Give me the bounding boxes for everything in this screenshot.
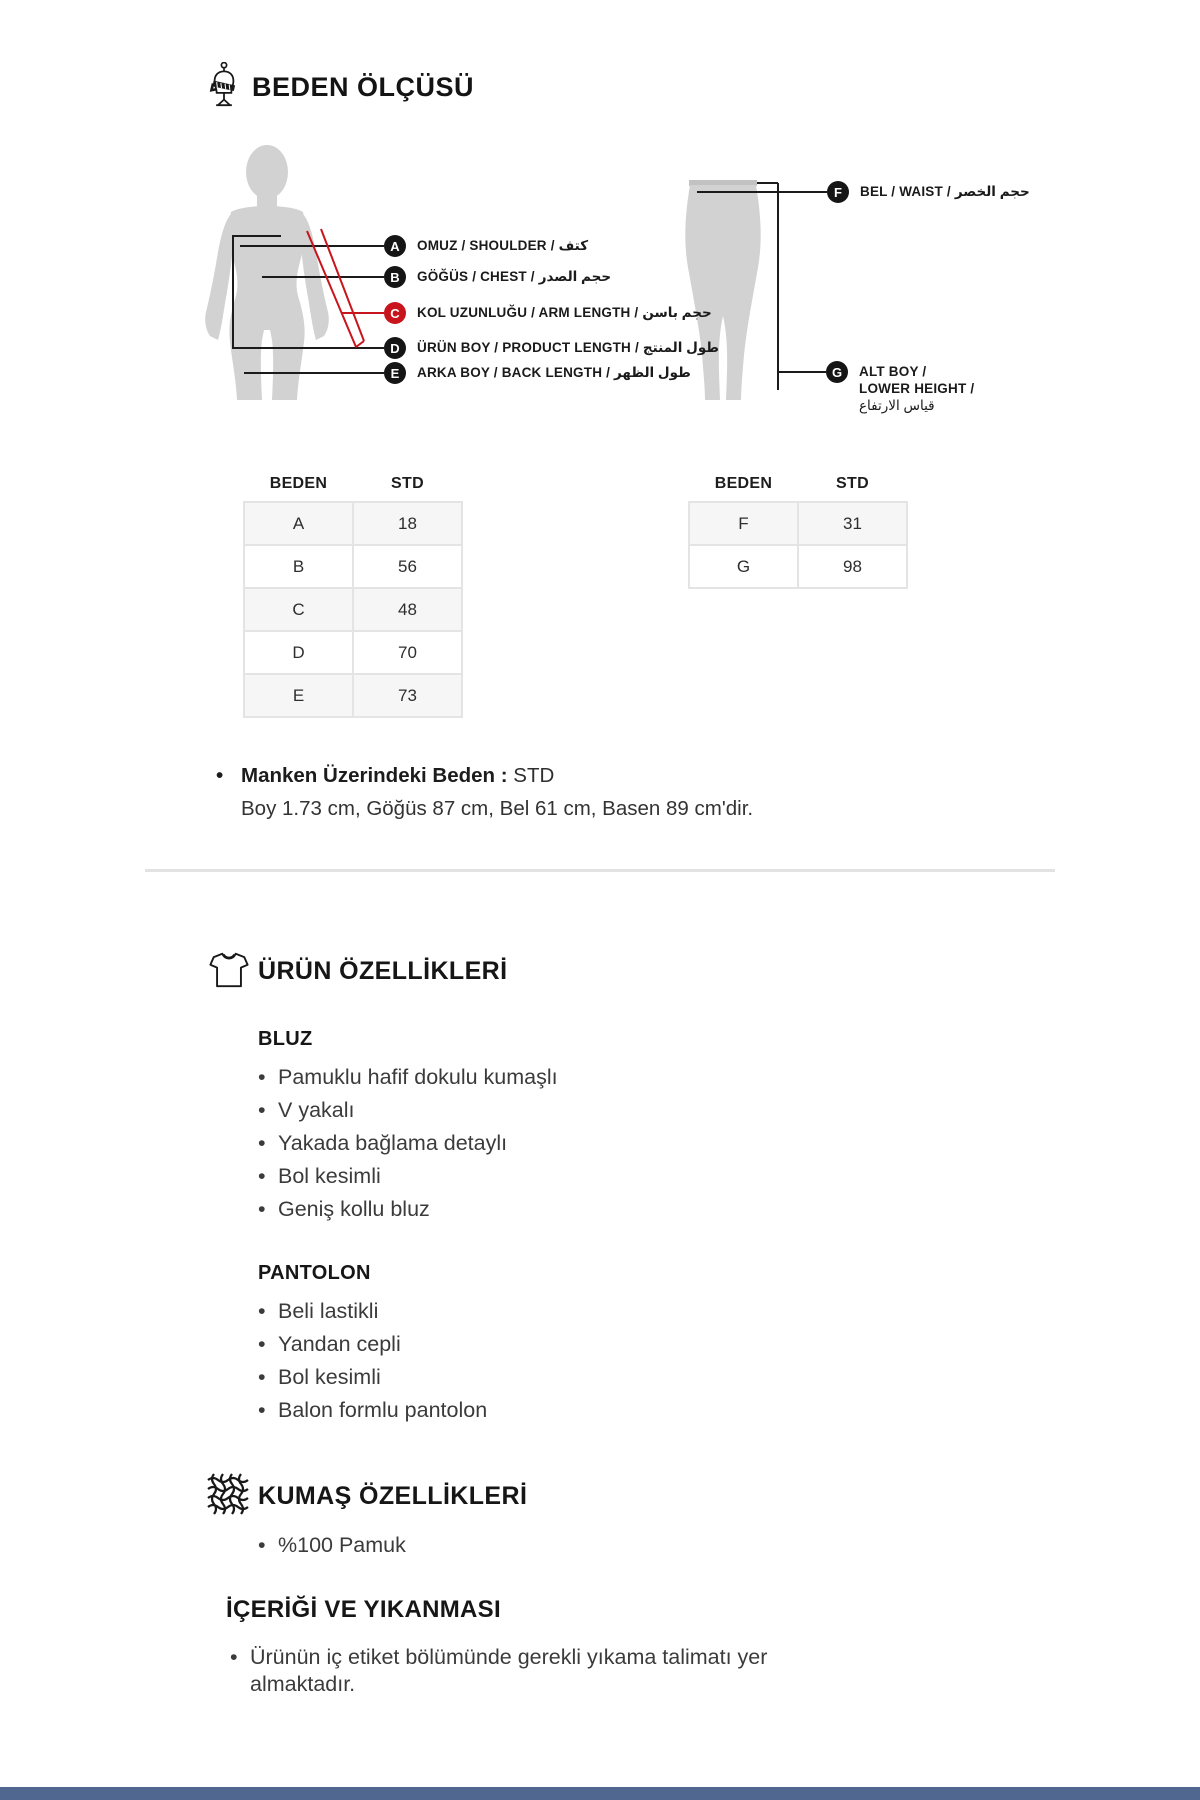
footer-bar xyxy=(0,1787,1200,1800)
list-item: • Yandan cepli xyxy=(258,1331,487,1358)
label-waist: F BEL / WAIST / حجم الخصر xyxy=(827,181,1030,203)
marker-d: D xyxy=(384,337,406,359)
marker-c: C xyxy=(384,302,406,324)
pants-silhouette xyxy=(685,180,760,400)
pantolon-feature-list xyxy=(258,1298,487,1430)
size-guide-header xyxy=(206,62,474,113)
model-measurements: Boy 1.73 cm, Göğüs 87 cm, Bel 61 cm, Basen 89 cm'dir. xyxy=(241,797,754,820)
group-title-bluz: BLUZ xyxy=(258,1028,313,1050)
fabric-title: KUMAŞ ÖZELLİKLERİ xyxy=(258,1482,528,1510)
care-title: İÇERİĞİ VE YIKANMASI xyxy=(226,1596,501,1623)
fabric-weave-icon xyxy=(206,1472,250,1521)
list-item: • Bol kesimli xyxy=(258,1163,558,1190)
care-list xyxy=(230,1644,830,1704)
label-product-length: D ÜRÜN BOY / PRODUCT LENGTH / طول المنتج xyxy=(384,337,719,359)
mannequin-icon xyxy=(206,62,242,113)
table-row: B 56 xyxy=(244,545,462,588)
table-row: F 31 xyxy=(689,502,907,545)
label-arm-length: C KOL UZUNLUĞU / ARM LENGTH / حجم باسن xyxy=(384,302,712,324)
model-size-info xyxy=(216,764,1036,821)
page-title: BEDEN ÖLÇÜSÜ xyxy=(252,72,475,102)
size-table-bottom xyxy=(688,467,908,589)
table-row: G 98 xyxy=(689,545,907,588)
col-header-std: STD xyxy=(391,475,424,492)
marker-f: F xyxy=(827,181,849,203)
label-chest: B GÖĞÜS / CHEST / حجم الصدر xyxy=(384,266,611,288)
group-title-pantolon: PANTOLON xyxy=(258,1262,371,1284)
bluz-feature-list xyxy=(258,1064,558,1229)
tshirt-icon xyxy=(208,950,250,995)
list-item: • %100 Pamuk xyxy=(258,1532,406,1559)
fabric-list xyxy=(258,1532,406,1565)
marker-g: G xyxy=(826,361,848,383)
features-title: ÜRÜN ÖZELLİKLERİ xyxy=(258,957,508,985)
table-row: C 48 xyxy=(244,588,462,631)
label-back-length: E ARKA BOY / BACK LENGTH / طول الظهر xyxy=(384,362,691,384)
list-item: • Ürünün iç etiket bölümünde gerekli yıkama talimatı yer almaktadır. xyxy=(230,1644,830,1698)
woman-silhouette xyxy=(205,145,329,400)
list-item: • Beli lastikli xyxy=(258,1298,487,1325)
list-item: • V yakalı xyxy=(258,1097,558,1124)
list-item: • Balon formlu pantolon xyxy=(258,1397,487,1424)
table-row: E 73 xyxy=(244,674,462,717)
size-table-top xyxy=(243,467,463,718)
model-size-line xyxy=(216,764,1036,788)
bullet: • xyxy=(216,764,224,787)
marker-b: B xyxy=(384,266,406,288)
list-item: • Geniş kollu bluz xyxy=(258,1196,558,1223)
model-size-value: STD xyxy=(513,764,555,787)
table-row: D 70 xyxy=(244,631,462,674)
model-size-label: Manken Üzerindeki Beden : xyxy=(241,764,508,787)
col-header-beden: BEDEN xyxy=(714,475,773,492)
col-header-std: STD xyxy=(836,475,869,492)
table-row: A 18 xyxy=(244,502,462,545)
marker-a: A xyxy=(384,235,406,257)
marker-e: E xyxy=(384,362,406,384)
list-item: • Bol kesimli xyxy=(258,1364,487,1391)
label-lower-height: G ALT BOY / LOWER HEIGHT / قياس الارتفاع xyxy=(826,361,974,414)
list-item: • Pamuklu hafif dokulu kumaşlı xyxy=(258,1064,558,1091)
list-item: • Yakada bağlama detaylı xyxy=(258,1130,558,1157)
col-header-beden: BEDEN xyxy=(269,475,328,492)
section-divider xyxy=(145,869,1055,872)
label-shoulder: A OMUZ / SHOULDER / كتف xyxy=(384,235,588,257)
